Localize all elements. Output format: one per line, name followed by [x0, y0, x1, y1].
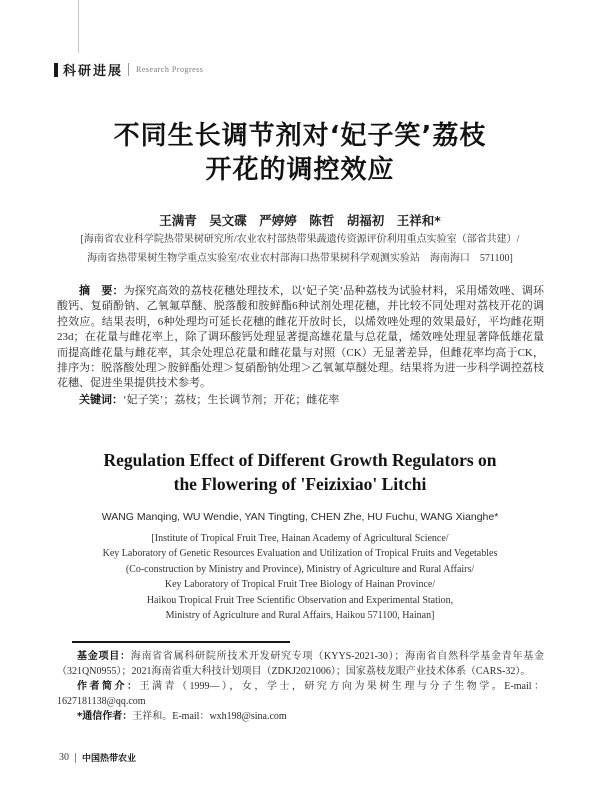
funding-paragraph	[57, 649, 544, 679]
affiliation-cn-line2: 海南省热带果树生物学重点实验室/农业农村部海口热带果树科学观测实验站 海南海口 571100]	[87, 252, 513, 264]
article-title-cn	[0, 119, 600, 187]
section-marker-bar	[54, 63, 58, 77]
corresponding-author-text: 王祥和。E-mail：wxh198@sina.com	[132, 711, 287, 722]
article-title-cn-line1: 不同生长调节剂对‘妃子笑’荔枝	[113, 121, 487, 151]
journal-name: 中国热带农业	[82, 754, 137, 764]
affiliation-en-line6: Ministry of Agriculture and Rural Affairs, Haikou 571100, Hainan]	[165, 610, 435, 622]
author-bio-label: 作者简介：	[77, 681, 140, 692]
page-footer	[59, 751, 136, 764]
article-title-cn-line2: 开花的调控效应	[205, 155, 395, 185]
top-vertical-rule	[78, 0, 79, 53]
authors-en: WANG Manqing, WU Wendie, YAN Tingting, CHEN Zhe, HU Fuchu, WANG Xianghe*	[101, 511, 499, 523]
footer-divider	[75, 753, 76, 763]
page-number: 30	[59, 752, 69, 763]
affiliation-en-line3: (Co-construction by Ministry and Province), Ministry of Agriculture and Rural Affairs/	[125, 563, 475, 575]
abstract-label: 摘 要：	[79, 284, 124, 297]
section-divider	[128, 63, 129, 76]
affiliation-cn	[0, 231, 600, 268]
funding-label: 基金项目：	[77, 651, 131, 662]
corresponding-author-label: *通信作者：	[77, 711, 133, 722]
funding-text: 海南省省属科研院所技术开发研究专项（KYYS-2021-30）；海南省自然科学基金青年基金（321QN0955）；2021海南省重大科技计划项目（ZDKJ2021006）；国家荔枝龙眼产业技术体系（CARS-32）。	[57, 651, 545, 677]
footnote-divider-rule	[72, 641, 290, 643]
corresponding-author-paragraph	[57, 709, 544, 724]
affiliation-en	[0, 531, 600, 623]
affiliation-en-line1: [Institute of Tropical Fruit Tree, Hainan Academy of Agricultural Science/	[151, 533, 449, 544]
section-label-en: Research Progress	[136, 65, 204, 74]
authors-cn: 王满青 吴文碟 严婷婷 陈哲 胡福初 王祥和*	[159, 213, 441, 228]
section-header	[54, 60, 203, 79]
article-title-en-line1: Regulation Effect of Different Growth Regulators on	[103, 450, 497, 470]
keywords-label: 关键词：	[79, 392, 123, 406]
affiliation-en-line4: Key Laboratory of Tropical Fruit Tree Biology of Hainan Province/	[164, 579, 436, 591]
author-bio-text: 王满青（1999—），女，学士，研究方向为果树生理与分子生物学。E-mail：1627181138@qq.com	[57, 681, 544, 707]
abstract-paragraph	[57, 283, 544, 392]
affiliation-en-line2: Key Laboratory of Genetic Resources Evaluation and Utilization of Tropical Fruits and Vegetables	[102, 548, 498, 560]
footnotes-block	[57, 649, 544, 724]
keywords-paragraph	[57, 392, 544, 408]
article-title-en	[0, 448, 600, 496]
affiliation-cn-line1: [海南省农业科学院热带果树研究所/农业农村部热带果蔬遗传资源评价利用重点实验室（部省共建）/	[80, 234, 520, 245]
author-bio-paragraph	[57, 679, 544, 709]
article-title-en-line2: the Flowering of 'Feizixiao' Litchi	[173, 474, 427, 494]
section-label-cn: 科研进展	[63, 64, 124, 79]
keywords-text: ‘妃子笑’；荔枝；生长调节剂；开花；雌花率	[123, 393, 340, 406]
abstract-keywords-block	[57, 283, 544, 408]
affiliation-en-line5: Haikou Tropical Fruit Tree Scientific Observation and Experimental Station,	[146, 594, 454, 606]
abstract-text: 为探究高效的荔枝花穗处理技术，以‘妃子笑’品种荔枝为试验材料，采用烯效唑、调环酸钙、复硝酚钠、乙氧氟草醚、脱落酸和胺鲜酯6种试剂处理花穗，并比较不同处理对荔枝开花的调控效应。结果表明，6种处理均可延长花穗的雌花开放时长，以烯效唑处理的效果最好，平均雌花期23d；在花量与雌花率上，除了调环酸钙处理显著提高雄花量与总花量，烯效唑处理显著降低雄花量而提高雌花量与雌花率，其余处理总花量和雌花量与对照（CK）无显著差异，但雌花率均高于CK，排序为：脱落酸处理＞胺鲜酯处理＞复硝酚钠处理＞乙氧氟草醚处理。结果将为进一步科学调控荔枝花穗、促进坐果提供技术参考。	[57, 285, 545, 390]
